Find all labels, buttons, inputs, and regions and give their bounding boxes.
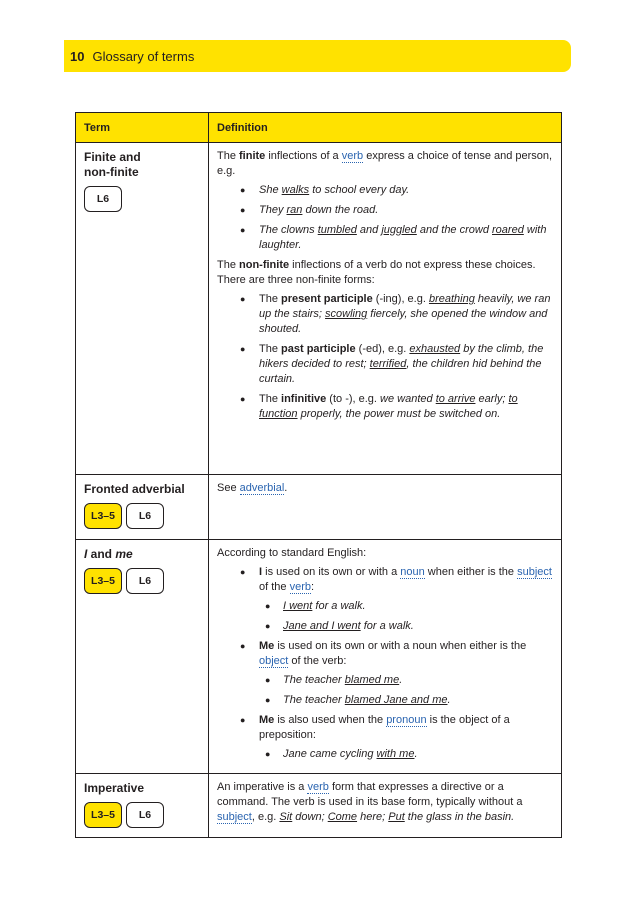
definition-text: An imperative is a verb form that expresses a directive or a command. The verb is used in its base form, typically without a subject, e.g. Sit down; Come here; Put the glass in the basin. bbox=[217, 781, 523, 823]
level-badges bbox=[84, 568, 200, 594]
form-item: ● The past participle (-ed), e.g. exhausted by the climb, the hikers decided to rest; terrified, the children hid behind the curtain. bbox=[259, 342, 553, 387]
example-item: ● I went for a walk. bbox=[283, 599, 553, 614]
rule-item: ● Me is also used when the pronoun is the object of a preposition: ● Jane came cycling with me. bbox=[259, 713, 553, 762]
rule-list bbox=[217, 565, 553, 762]
glossary-link[interactable]: verb bbox=[307, 781, 329, 793]
level-badge: L6 bbox=[126, 802, 164, 828]
definition-text: The finite inflections of a verb express a choice of tense and person, e.g. bbox=[217, 150, 553, 177]
col-definition-header: Definition bbox=[209, 113, 562, 143]
glossary-link[interactable]: pronoun bbox=[386, 714, 427, 726]
example-item: ● The teacher blamed me. bbox=[283, 673, 553, 688]
definition-text: See adverbial. bbox=[217, 482, 288, 494]
term-name: Imperative bbox=[84, 781, 145, 795]
table-row bbox=[76, 540, 562, 774]
table-header-row bbox=[76, 113, 562, 143]
page-title: Glossary of terms bbox=[92, 48, 195, 64]
term-name: I and me bbox=[84, 547, 133, 561]
term-name: Finite and non-finite bbox=[84, 150, 141, 179]
form-item: ● The present participle (-ing), e.g. breathing heavily, we ran up the stairs; scowling fiercely, she opened the window and shouted. bbox=[259, 292, 553, 337]
table-row bbox=[76, 774, 562, 838]
example-item: ● She walks to school every day. bbox=[259, 183, 553, 198]
level-badge: L6 bbox=[84, 186, 122, 212]
example-item: ● Jane came cycling with me. bbox=[283, 747, 553, 762]
glossary-link[interactable]: noun bbox=[400, 566, 425, 578]
glossary-table bbox=[75, 112, 562, 838]
table-row bbox=[76, 143, 562, 475]
term-cell bbox=[76, 774, 209, 838]
example-list bbox=[217, 183, 553, 253]
definition-cell bbox=[209, 774, 562, 838]
level-badge: L6 bbox=[126, 503, 164, 529]
form-item: ● The infinitive (to -), e.g. we wanted to arrive early; to function properly, the power must be switched on. bbox=[259, 392, 553, 422]
example-item: ● The clowns tumbled and juggled and the crowd roared with laughter. bbox=[259, 223, 553, 253]
example-list bbox=[259, 599, 553, 634]
level-badge: L3–5 bbox=[84, 802, 122, 828]
level-badges bbox=[84, 186, 200, 212]
level-badge: L6 bbox=[126, 568, 164, 594]
example-item: ● They ran down the road. bbox=[259, 203, 553, 218]
definition-cell bbox=[209, 475, 562, 540]
glossary-link[interactable]: object bbox=[259, 655, 289, 667]
glossary-link[interactable]: subject bbox=[217, 811, 252, 823]
level-badge: L3–5 bbox=[84, 568, 122, 594]
definition-text: The non-finite inflections of a verb do not express these choices. There are three non-finite forms: bbox=[217, 259, 536, 286]
example-list bbox=[259, 747, 553, 762]
level-badge: L3–5 bbox=[84, 503, 122, 529]
term-cell bbox=[76, 475, 209, 540]
page-number: 10 bbox=[70, 48, 85, 64]
definition-cell bbox=[209, 143, 562, 475]
definition-cell bbox=[209, 540, 562, 774]
rule-item: ● I is used on its own or with a noun when either is the subject of the verb: ● I went for a walk. ● Jane and I went for a walk. bbox=[259, 565, 553, 634]
definition-text: According to standard English: bbox=[217, 547, 367, 559]
example-item: ● Jane and I went for a walk. bbox=[283, 619, 553, 634]
glossary-link[interactable]: verb bbox=[289, 581, 311, 593]
term-cell bbox=[76, 143, 209, 475]
term-cell bbox=[76, 540, 209, 774]
table-row bbox=[76, 475, 562, 540]
col-term-header: Term bbox=[76, 113, 209, 143]
form-list bbox=[217, 292, 553, 422]
glossary-link[interactable]: subject bbox=[517, 566, 552, 578]
glossary-link[interactable]: verb bbox=[341, 150, 364, 162]
level-badges bbox=[84, 503, 200, 529]
page-header bbox=[64, 40, 571, 72]
rule-item: ● Me is used on its own or with a noun when either is the object of the verb: ● The teacher blamed me. ● The teacher blamed Jane and me. bbox=[259, 639, 553, 708]
example-item: ● The teacher blamed Jane and me. bbox=[283, 693, 553, 708]
term-name: Fronted adverbial bbox=[84, 482, 185, 496]
level-badges bbox=[84, 802, 200, 828]
glossary-link[interactable]: adverbial bbox=[239, 482, 285, 494]
example-list bbox=[259, 673, 553, 708]
